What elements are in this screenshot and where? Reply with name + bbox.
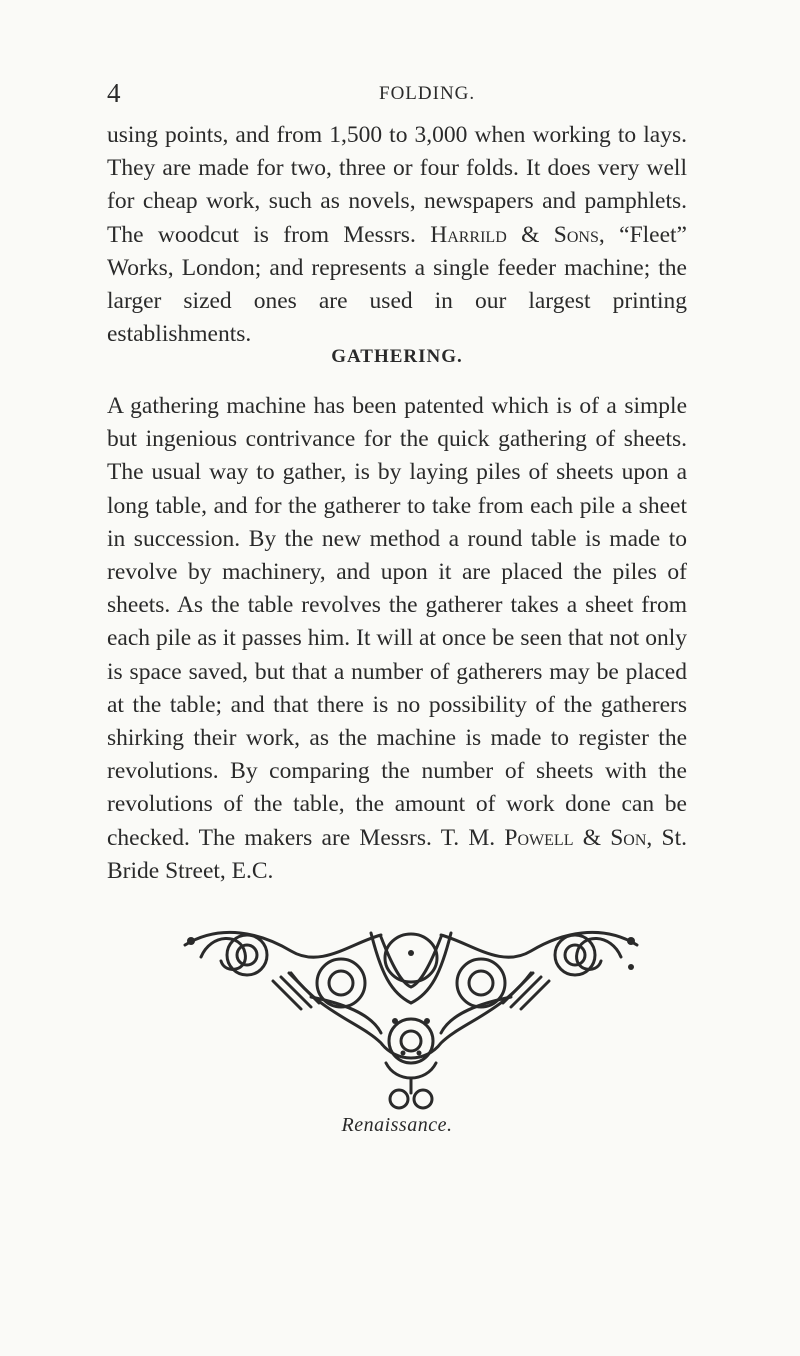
running-title: FOLDING. <box>379 83 476 104</box>
firm-name-powell: Powell & Son <box>504 824 647 851</box>
paragraph-text: , St. Bride Street, E.C. <box>107 824 687 884</box>
paragraph-text: A gathering machine has been patented which is of a simple but ingenious contrivance for the quick gathering of sheets. The usual way to gather, is by laying piles of sheets upon a long table, and for the gatherer to take from each pile a sheet in succession. By the new method a round table is made to revolve by machinery, and upon it are placed the piles of sheets. As the table revolves the gatherer takes a sheet from each pile as it passes him. It will at once be seen that not only is space saved, but that a number of gatherers may be placed at the table; and that there is no possibility of the gatherers shirking their work, as the machine is made to register the revolutions. By comparing the number of sheets with the revolutions of the table, the amount of work done can be checked. The makers are Messrs. T. M. <box>107 393 687 851</box>
firm-name-harrild: Harrild & Sons <box>430 221 599 248</box>
paragraph-folding-machine <box>107 119 687 351</box>
paragraph-text: using points, and from 1,500 to 3,000 when working to lays. They are made for two, three or four folds. It does very well for cheap work, such as novels, newspapers and pamphlets. The woodcut is from Messrs. <box>107 122 687 248</box>
paragraph-gathering-machine <box>107 390 687 888</box>
page-number: 4 <box>107 78 121 108</box>
section-heading-gathering: GATHERING. <box>331 346 463 367</box>
running-head <box>107 78 687 108</box>
renaissance-ornament <box>181 913 641 1113</box>
ornament-caption: Renaissance. <box>341 1114 453 1136</box>
paragraph-text: , “Fleet” Works, London; and represents a single feeder machine; the larger sized ones are used in our largest printing establishments. <box>107 221 687 348</box>
